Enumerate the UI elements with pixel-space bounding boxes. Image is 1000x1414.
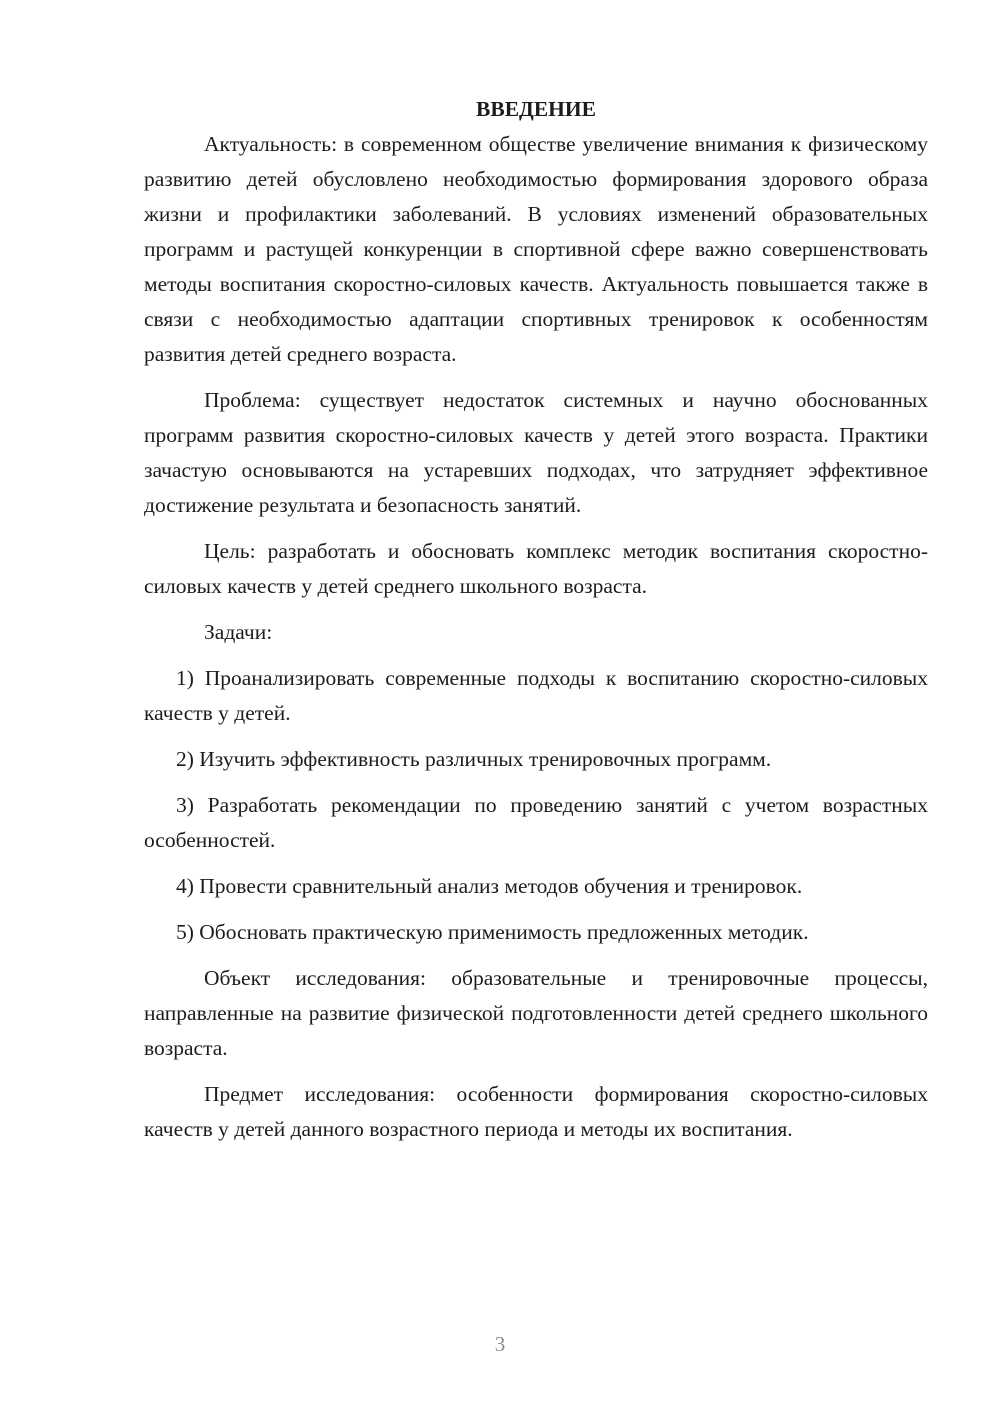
page-number: 3 [494, 1332, 506, 1356]
task-item-4: 4) Провести сравнительный анализ методов обучения и тренировок. [176, 874, 803, 898]
tasks-heading: Задачи: [204, 620, 273, 644]
document-page [144, 92, 928, 1147]
task-item-2: 2) Изучить эффективность различных тренировочных программ. [176, 747, 772, 771]
relevance-paragraph: Актуальность: в современном обществе увеличение внимания к физическому развитию детей обусловлено необходимостью формирования здорового образа жизни и профилактики заболеваний. В условиях изменений образовательных программ и растущей конкуренции в спортивной сфере важно совершенствовать методы воспитания скоростно-силовых качеств. Актуальность повышается также в связи с необходимостью адаптации спортивных тренировок к особенностям развития детей среднего возраста. [144, 132, 928, 366]
task-item-1: 1) Проанализировать современные подходы к воспитанию скоростно-силовых качеств у детей. [144, 666, 928, 725]
problem-paragraph: Проблема: существует недостаток системных и научно обоснованных программ развития скоростно-силовых качеств у детей этого возраста. Практики зачастую основываются на устаревших подходах, что затрудняет эффективное достижение результата и безопасность занятий. [144, 388, 928, 517]
object-paragraph: Объект исследования: образовательные и тренировочные процессы, направленные на развитие физической подготовленности детей среднего школьного возраста. [144, 966, 928, 1060]
page-title: ВВЕДЕНИЕ [476, 97, 596, 121]
subject-paragraph: Предмет исследования: особенности формирования скоростно-силовых качеств у детей данного возрастного периода и методы их воспитания. [144, 1082, 928, 1141]
task-item-5: 5) Обосновать практическую применимость предложенных методик. [176, 920, 809, 944]
task-item-3: 3) Разработать рекомендации по проведению занятий с учетом возрастных особенностей. [144, 793, 928, 852]
goal-paragraph: Цель: разработать и обосновать комплекс методик воспитания скоростно-силовых качеств у детей среднего школьного возраста. [144, 539, 928, 598]
